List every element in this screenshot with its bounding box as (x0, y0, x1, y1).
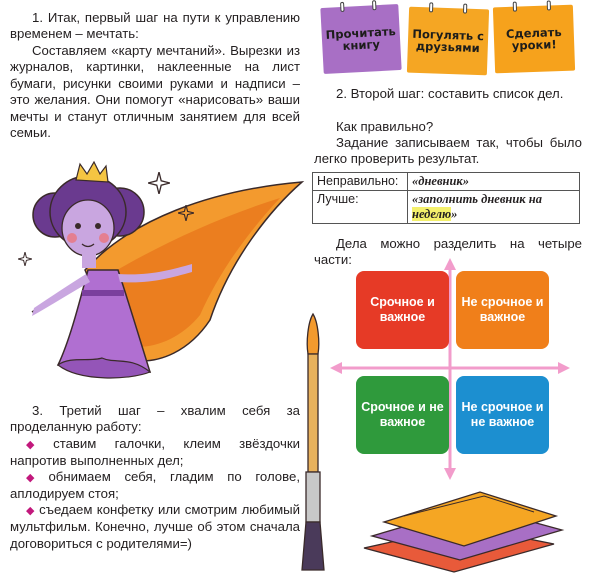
notebooks-illustration (344, 486, 584, 576)
sparkle-icon (18, 252, 32, 266)
bullet-icon: ◆ (26, 505, 36, 517)
step2-heading: 2. Второй шаг: составить список дел. (336, 86, 564, 101)
sparkle-icon (148, 172, 170, 194)
list-item (10, 469, 300, 503)
sparkle-icon (178, 205, 194, 221)
step3-heading: 3. Третий шаг – хвалим себя за проделанную работу: (10, 403, 300, 435)
step1-text: Составляем «карту мечтаний». Вырезки из журналов, картинки, наклеенные на лист бумаги, рисунки своими руками и надписи – это желания. Они помогут «нарисовать» ваши мечты и станут отличным занятием для всей семьи. (10, 43, 300, 141)
table-cell-label: Лучше: (313, 191, 408, 224)
list-item (10, 502, 300, 552)
sticker-label: Сделать уроки! (505, 24, 562, 53)
quadrant-label: Срочное и не важное (361, 400, 444, 429)
quadrant-urgent-not-important (356, 376, 449, 454)
step2-text: Задание записываем так, чтобы было легко проверить результат. (314, 135, 582, 167)
bullet-icon: ◆ (26, 472, 45, 484)
bullet-icon: ◆ (26, 439, 50, 451)
table-row (313, 173, 580, 191)
sticker-label: Прочитать книгу (325, 23, 397, 53)
step1-heading: 1. Итак, первый шаг на пути к управлению временем – мечтать: (10, 10, 300, 42)
sticker-read-book (320, 4, 401, 74)
table-cell-label: Неправильно: (313, 173, 408, 191)
bullet-text: обнимаем себя, гладим по голове, аплодируем стоя; (10, 469, 300, 502)
table-cell-value (408, 191, 580, 224)
quadrant-not-urgent-important (456, 271, 549, 349)
value-text: » (451, 207, 458, 221)
quadrant-label: Не срочное и не важное (461, 400, 544, 429)
bullet-text: ставим галочки, клеим звёздочки напротив выполненных дел; (10, 436, 300, 469)
step2-question: Как правильно? (336, 119, 434, 134)
value-text: «заполнить дневник на (412, 192, 542, 206)
sticker-walk-friends (407, 7, 489, 76)
paintbrush-illustration (296, 312, 330, 574)
sticker-homework (493, 5, 575, 74)
bullet-text: съедаем конфетку или смотрим любимый мультфильм. Конечно, лучше об этом сначала договориться с родителями=) (10, 502, 300, 551)
table-row (313, 191, 580, 224)
comparison-table (312, 172, 580, 224)
quadrant-urgent-important (356, 271, 449, 349)
quadrant-not-urgent-not-important (456, 376, 549, 454)
highlighted-word: неделю (412, 207, 452, 221)
quadrant-label: Срочное и важное (370, 295, 435, 324)
table-cell-value: «дневник» (408, 173, 580, 191)
quadrant-label: Не срочное и важное (461, 295, 544, 324)
sticker-label: Погулять с друзьями (412, 26, 485, 56)
matrix-intro: Дела можно разделить на четыре части: (314, 236, 582, 268)
list-item (10, 436, 300, 470)
